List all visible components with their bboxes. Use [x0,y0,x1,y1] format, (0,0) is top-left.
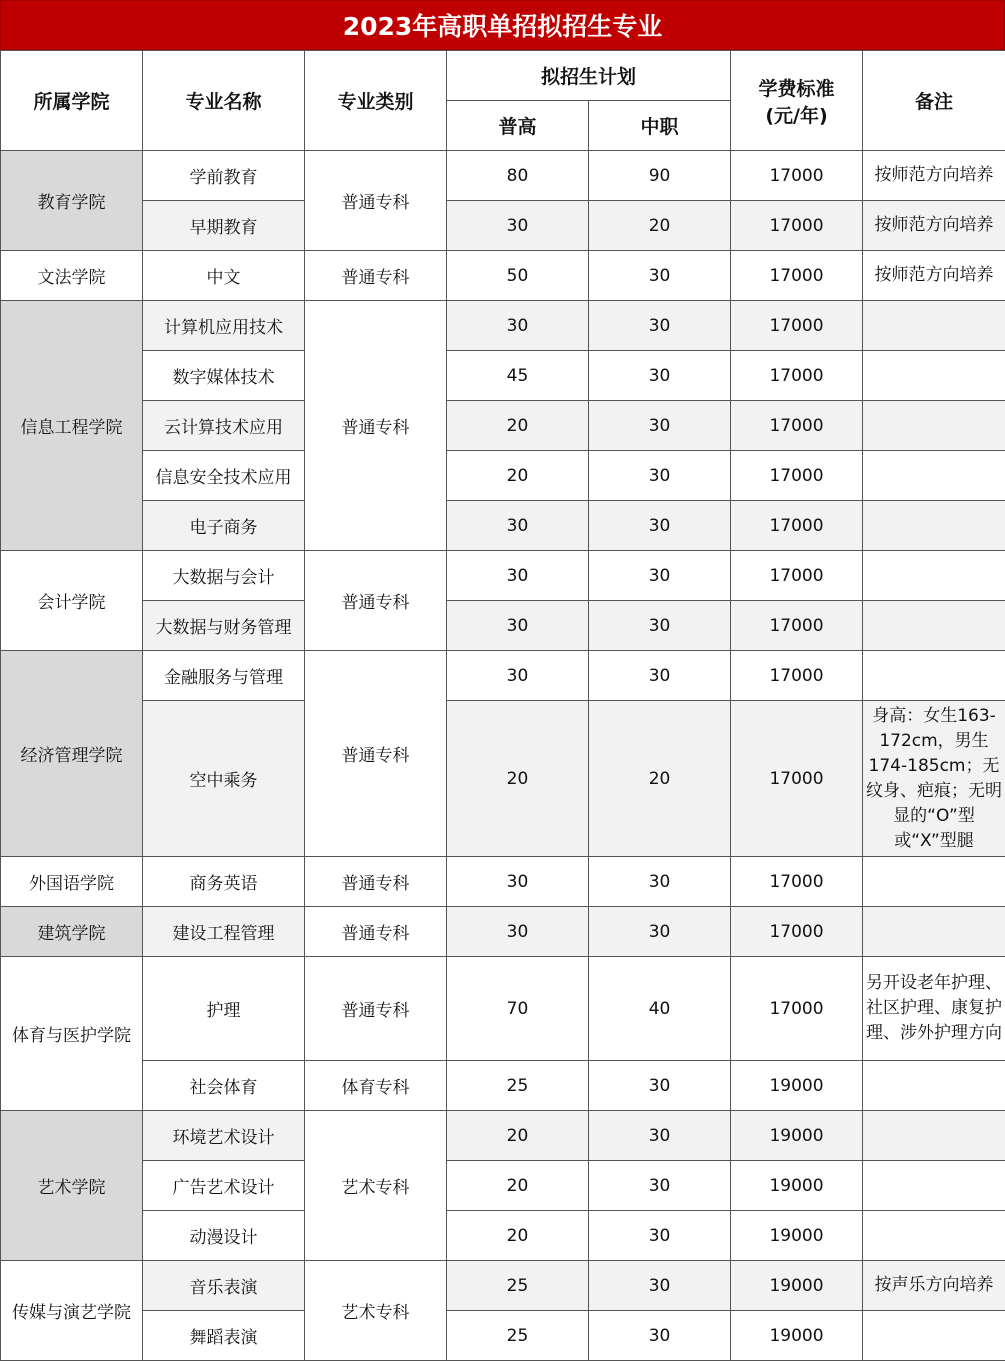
major-cell: 金融服务与管理 [143,651,305,701]
vocational-count-cell: 30 [589,601,731,651]
fee-cell: 19000 [731,1111,863,1161]
general-count-cell: 30 [447,551,589,601]
major-cell: 云计算技术应用 [143,401,305,451]
note-cell [863,1111,1005,1161]
major-cell: 动漫设计 [143,1211,305,1261]
major-cell: 广告艺术设计 [143,1161,305,1211]
category-cell: 艺术专科 [305,1111,447,1261]
vocational-count-cell: 30 [589,451,731,501]
general-count-cell: 30 [447,857,589,907]
vocational-count-cell: 30 [589,401,731,451]
vocational-count-cell: 30 [589,1211,731,1261]
table-row [1,201,1005,251]
note-cell [863,1161,1005,1211]
fee-cell: 19000 [731,1261,863,1311]
major-cell: 中文 [143,251,305,301]
note-cell: 按师范方向培养 [863,251,1005,301]
general-count-cell: 20 [447,1161,589,1211]
general-count-cell: 25 [447,1311,589,1361]
college-cell: 经济管理学院 [1,651,143,857]
major-cell: 建设工程管理 [143,907,305,957]
fee-cell: 19000 [731,1161,863,1211]
college-cell: 外国语学院 [1,857,143,907]
general-count-cell: 20 [447,1111,589,1161]
header-fee-line2: (元/年) [765,104,828,127]
general-count-cell: 30 [447,301,589,351]
table-row [1,1311,1005,1361]
general-count-cell: 20 [447,701,589,857]
general-count-cell: 30 [447,501,589,551]
vocational-count-cell: 30 [589,351,731,401]
general-count-cell: 20 [447,1211,589,1261]
vocational-count-cell: 30 [589,1311,731,1361]
table-row [1,1211,1005,1261]
college-cell: 教育学院 [1,151,143,251]
general-count-cell: 45 [447,351,589,401]
major-cell: 数字媒体技术 [143,351,305,401]
note-cell: 另开设老年护理、社区护理、康复护理、涉外护理方向 [863,957,1005,1061]
note-cell [863,351,1005,401]
vocational-count-cell: 30 [589,1261,731,1311]
general-count-cell: 70 [447,957,589,1061]
general-count-cell: 80 [447,151,589,201]
major-cell: 计算机应用技术 [143,301,305,351]
note-cell: 按师范方向培养 [863,151,1005,201]
enrollment-table [0,50,1005,1361]
vocational-count-cell: 30 [589,551,731,601]
table-row [1,701,1005,857]
page-title: 2023年高职单招拟招生专业 [0,0,1005,50]
fee-cell: 17000 [731,651,863,701]
note-cell [863,651,1005,701]
major-cell: 护理 [143,957,305,1061]
table-row [1,501,1005,551]
general-count-cell: 30 [447,201,589,251]
major-cell: 舞蹈表演 [143,1311,305,1361]
table-row [1,957,1005,1061]
table-row [1,301,1005,351]
fee-cell: 17000 [731,401,863,451]
table-row [1,551,1005,601]
category-cell: 普通专科 [305,301,447,551]
general-count-cell: 25 [447,1061,589,1111]
fee-cell: 17000 [731,957,863,1061]
fee-cell: 17000 [731,551,863,601]
fee-cell: 17000 [731,451,863,501]
major-cell: 社会体育 [143,1061,305,1111]
note-cell: 按声乐方向培养 [863,1261,1005,1311]
fee-cell: 17000 [731,907,863,957]
category-cell: 体育专科 [305,1061,447,1111]
major-cell: 商务英语 [143,857,305,907]
note-cell [863,301,1005,351]
table-body [1,151,1005,1361]
category-cell: 普通专科 [305,651,447,857]
category-cell: 普通专科 [305,907,447,957]
category-cell: 普通专科 [305,551,447,651]
note-cell [863,1061,1005,1111]
vocational-count-cell: 90 [589,151,731,201]
header-college: 所属学院 [1,51,143,151]
table-row [1,1061,1005,1111]
table-row [1,601,1005,651]
college-cell: 艺术学院 [1,1111,143,1261]
category-cell: 普通专科 [305,957,447,1061]
fee-cell: 17000 [731,201,863,251]
note-cell [863,501,1005,551]
general-count-cell: 20 [447,401,589,451]
fee-cell: 17000 [731,857,863,907]
vocational-count-cell: 30 [589,1061,731,1111]
major-cell: 电子商务 [143,501,305,551]
header-category: 专业类别 [305,51,447,151]
general-count-cell: 30 [447,907,589,957]
college-cell: 文法学院 [1,251,143,301]
vocational-count-cell: 30 [589,251,731,301]
category-cell: 普通专科 [305,251,447,301]
college-cell: 体育与医护学院 [1,957,143,1111]
general-count-cell: 50 [447,251,589,301]
table-row [1,907,1005,957]
category-cell: 艺术专科 [305,1261,447,1361]
vocational-count-cell: 30 [589,1161,731,1211]
table-row [1,1261,1005,1311]
college-cell: 传媒与演艺学院 [1,1261,143,1361]
vocational-count-cell: 40 [589,957,731,1061]
note-cell [863,451,1005,501]
vocational-count-cell: 30 [589,501,731,551]
note-cell [863,551,1005,601]
header-plan-general: 普高 [447,101,589,151]
general-count-cell: 25 [447,1261,589,1311]
general-count-cell: 20 [447,451,589,501]
major-cell: 空中乘务 [143,701,305,857]
note-cell [863,1211,1005,1261]
table-header [1,51,1005,151]
major-cell: 大数据与会计 [143,551,305,601]
college-cell: 信息工程学院 [1,301,143,551]
college-cell: 会计学院 [1,551,143,651]
college-cell: 建筑学院 [1,907,143,957]
fee-cell: 19000 [731,1311,863,1361]
table-row [1,857,1005,907]
fee-cell: 17000 [731,351,863,401]
table-row [1,1111,1005,1161]
table-row [1,151,1005,201]
vocational-count-cell: 30 [589,857,731,907]
fee-cell: 19000 [731,1061,863,1111]
major-cell: 信息安全技术应用 [143,451,305,501]
note-cell: 按师范方向培养 [863,201,1005,251]
note-cell [863,601,1005,651]
note-cell [863,401,1005,451]
note-cell [863,1311,1005,1361]
note-cell [863,857,1005,907]
header-plan-vocational: 中职 [589,101,731,151]
vocational-count-cell: 30 [589,301,731,351]
note-cell [863,907,1005,957]
major-cell: 学前教育 [143,151,305,201]
table-row [1,251,1005,301]
vocational-count-cell: 30 [589,907,731,957]
major-cell: 音乐表演 [143,1261,305,1311]
fee-cell: 17000 [731,601,863,651]
fee-cell: 17000 [731,151,863,201]
note-cell: 身高：女生163-172cm，男生174-185cm；无纹身、疤痕；无明显的“O”型或“X”型腿 [863,701,1005,857]
header-note: 备注 [863,51,1005,151]
table-row [1,451,1005,501]
major-cell: 大数据与财务管理 [143,601,305,651]
fee-cell: 17000 [731,501,863,551]
vocational-count-cell: 30 [589,651,731,701]
major-cell: 早期教育 [143,201,305,251]
table-row [1,351,1005,401]
fee-cell: 19000 [731,1211,863,1261]
header-fee-line1: 学费标准 [758,77,835,100]
major-cell: 环境艺术设计 [143,1111,305,1161]
table-row [1,651,1005,701]
header-major: 专业名称 [143,51,305,151]
table-row [1,401,1005,451]
header-fee [731,51,863,151]
vocational-count-cell: 30 [589,1111,731,1161]
fee-cell: 17000 [731,251,863,301]
fee-cell: 17000 [731,301,863,351]
header-plan: 拟招生计划 [447,51,731,101]
vocational-count-cell: 20 [589,701,731,857]
vocational-count-cell: 20 [589,201,731,251]
category-cell: 普通专科 [305,151,447,251]
general-count-cell: 30 [447,651,589,701]
fee-cell: 17000 [731,701,863,857]
general-count-cell: 30 [447,601,589,651]
table-row [1,1161,1005,1211]
category-cell: 普通专科 [305,857,447,907]
